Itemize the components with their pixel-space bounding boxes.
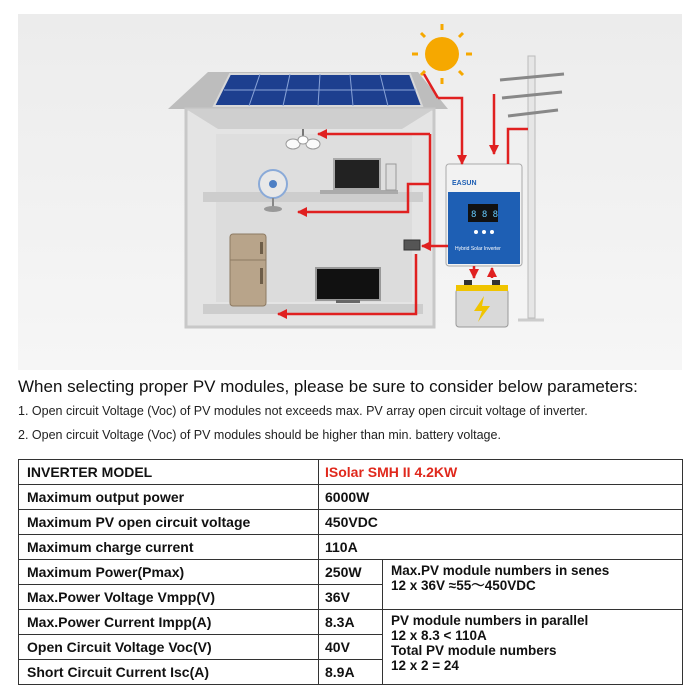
- row-label: Open Circuit Voltage Voc(V): [19, 635, 319, 660]
- total-modules-title: Total PV module numbers: [391, 643, 557, 658]
- row-label: Max.Power Current Impp(A): [19, 610, 319, 635]
- row-label: Maximum PV open circuit voltage: [19, 510, 319, 535]
- refrigerator-icon: [230, 234, 266, 306]
- row-value: 36V: [319, 585, 383, 610]
- solar-panel-roof: [214, 74, 422, 106]
- row-value: 250W: [319, 560, 383, 585]
- row-label: Maximum charge current: [19, 535, 319, 560]
- hybrid-inverter: [446, 164, 522, 266]
- row-value: 8.3A: [319, 610, 383, 635]
- table-row: [19, 460, 683, 485]
- row-value: 8.9A: [319, 660, 383, 685]
- parallel-calc-title: PV module numbers in parallel: [391, 613, 589, 628]
- table-row: [19, 560, 683, 585]
- spec-table: [18, 459, 683, 685]
- parallel-calc-cell: [383, 610, 683, 685]
- total-modules-formula: 12 x 2 = 24: [391, 658, 459, 673]
- row-value: 40V: [319, 635, 383, 660]
- table-row: [19, 610, 683, 635]
- table-row: [19, 510, 683, 535]
- house: [168, 72, 448, 327]
- inverter-model-value: ISolar SMH II 4.2KW: [319, 460, 683, 485]
- row-value: 6000W: [319, 485, 683, 510]
- table-row: [19, 535, 683, 560]
- row-label: Maximum output power: [19, 485, 319, 510]
- series-calc-cell: [383, 560, 683, 610]
- inverter-brand: EASUN: [452, 180, 477, 187]
- table-row: [19, 485, 683, 510]
- series-calc-formula: 12 x 36V ≈55～450VDC: [391, 578, 536, 593]
- note-2: 2. Open circuit Voltage (Voc) of PV modules should be higher than min. battery voltage.: [18, 428, 501, 442]
- intro-text: When selecting proper PV modules, please be sure to consider below parameters:: [18, 377, 638, 396]
- row-label: Short Circuit Current Isc(A): [19, 660, 319, 685]
- inverter-lcd-readout: 8 8 8: [471, 210, 499, 220]
- series-calc-title: Max.PV module numbers in senes: [391, 563, 610, 578]
- inverter-caption: Hybrid Solar Inverter: [455, 246, 501, 252]
- solar-system-illustration: [18, 14, 682, 370]
- row-label: Max.Power Voltage Vmpp(V): [19, 585, 319, 610]
- distribution-box-icon: [404, 240, 420, 250]
- flat-tv-icon: [316, 268, 380, 303]
- row-value: 450VDC: [319, 510, 683, 535]
- row-label: INVERTER MODEL: [19, 460, 319, 485]
- row-label: Maximum Power(Pmax): [19, 560, 319, 585]
- battery-icon: [456, 280, 508, 327]
- note-1: 1. Open circuit Voltage (Voc) of PV modules not exceeds max. PV array open circuit voltage of inverter.: [18, 404, 588, 418]
- row-value: 110A: [319, 535, 683, 560]
- parallel-calc-formula: 12 x 8.3 < 110A: [391, 628, 487, 643]
